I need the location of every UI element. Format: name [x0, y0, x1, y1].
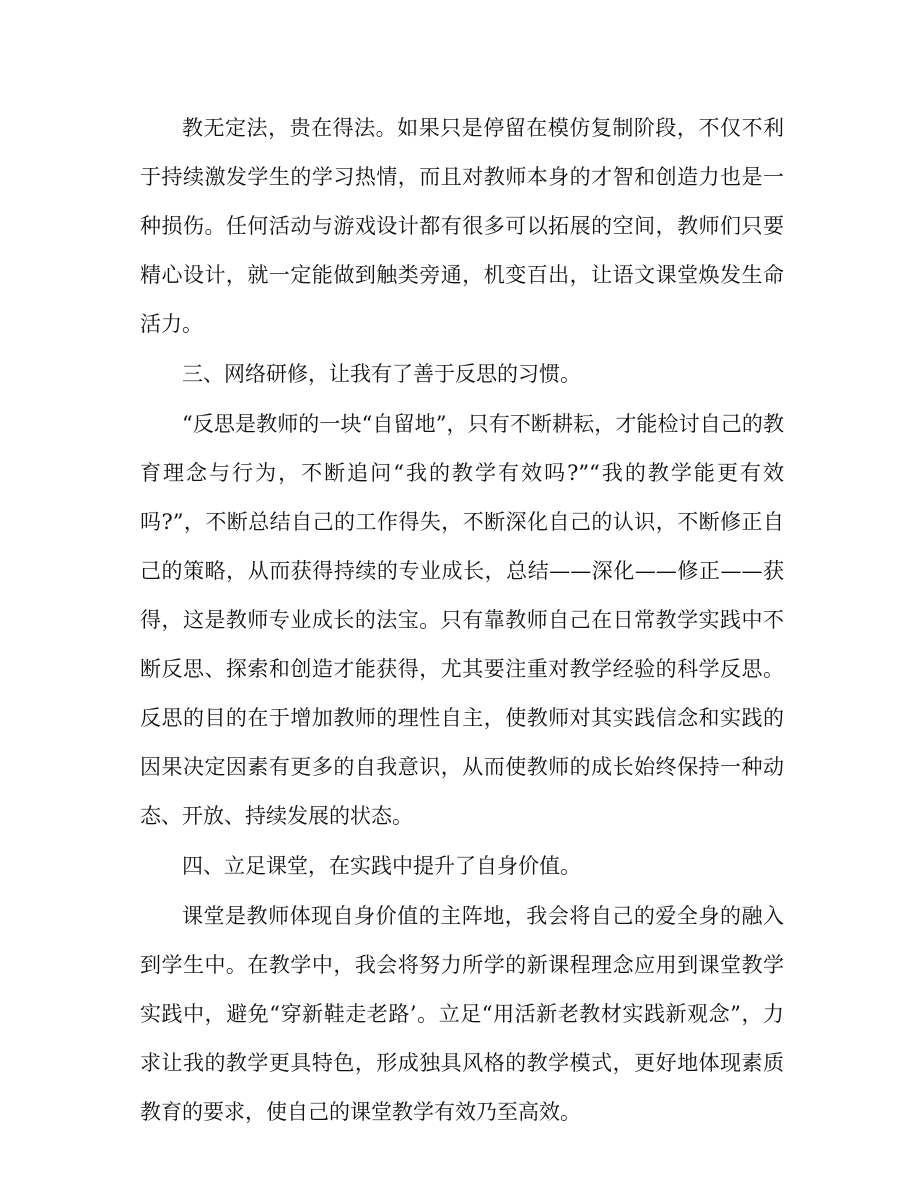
section-heading-online-study: 三、网络研修，让我有了善于反思的习惯。: [182, 362, 581, 386]
paragraph-teaching-method: 教无定法，贵在得法。如果只是停留在模仿复制阶段，不仅不利于持续激发学生的学习热情，而且对教师本身的才智和创造力也是一种损伤。任何活动与游戏设计都有很多可以拓展的空间，教师们只要精心设计，就一定能做到触类旁通，机变百出，让语文课堂焕发生命活力。: [140, 116, 784, 336]
document-body: [140, 104, 784, 1137]
paragraph-classroom-value: 课堂是教师体现自身价值的主阵地，我会将自己的爱全身的融入到学生中。在教学中，我会将努力所学的新课程理念应用到课堂教学实践中，避免“穿新鞋走老路’。立足“用活新老教材实践新观念”，力求让我的教学更具特色，形成独具风格的教学模式，更好地体现素质教育的要求，使自己的课堂教学有效乃至高效。: [140, 904, 784, 1124]
section-heading-classroom: 四、立足课堂，在实践中提升了自身价值。: [182, 854, 581, 878]
paragraph-reflection: “反思是教师的一块“自留地”，只有不断耕耘，才能检讨自己的教育理念与行为，不断追问“我的教学有效吗?”“我的教学能更有效吗?”，不断总结自己的工作得失，不断深化自己的认识，不断修正自己的策略，从而获得持续的专业成长，总结——深化——修正——获得，这是教师专业成长的法宝。只有靠教师自己在日常教学实践中不断反思、探索和创造才能获得，尤其要注重对教学经验的科学反思。反思的目的在于增加教师的理性自主，使教师对其实践信念和实践的因果决定因素有更多的自我意识，从而使教师的成长始终保持一种动态、开放、持续发展的状态。: [140, 412, 784, 828]
